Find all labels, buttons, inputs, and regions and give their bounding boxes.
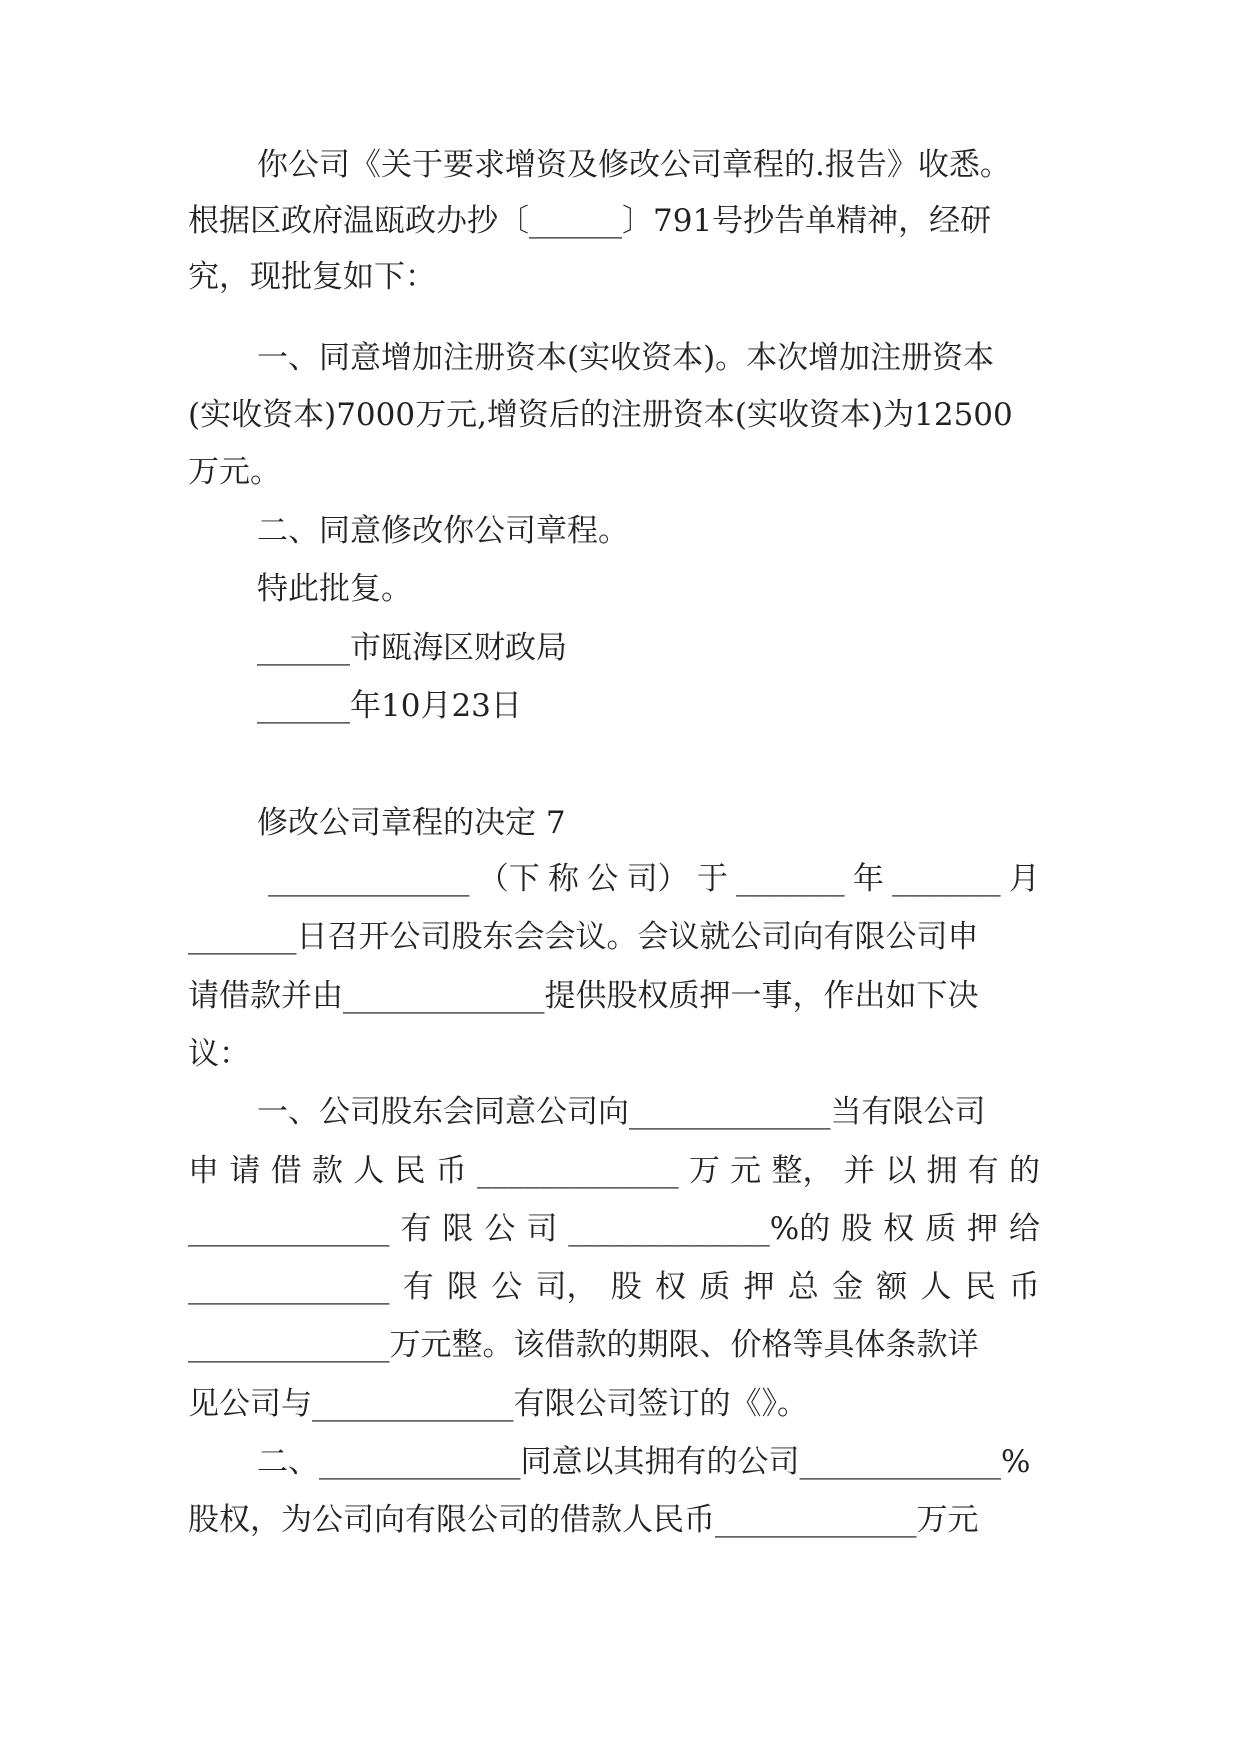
paragraph-2-line-1: 一、同意增加注册资本(实收资本)。本次增加注册资本 [257,340,995,376]
word: 股 [841,1211,873,1247]
paragraph-3: 二、同意修改你公司章程。 [257,513,629,549]
word: 整， [771,1153,834,1189]
word: 人 [920,1269,952,1305]
word: 民 [394,1153,426,1189]
word: _______ [892,861,1001,897]
section-2-line-1: 一、公司股东会同意公司向_____________当有限公司 [257,1094,986,1130]
word: 司， [535,1269,598,1305]
section-2-line-2 [188,1149,1040,1193]
word: 总 [787,1269,819,1305]
word: 公 [587,861,619,897]
word: 元 [730,1153,762,1189]
word: 称 [548,861,580,897]
word: 有 [400,1211,432,1247]
word: 于 [696,861,728,897]
word: 万 [688,1153,720,1189]
section-3-line-2: 股权，为公司向有限公司的借款人民币_____________万元 [188,1502,979,1538]
word: 有 [967,1153,999,1189]
word: 质 [925,1211,957,1247]
word: 押 [743,1269,775,1305]
word: 年 [852,861,884,897]
word: 司） [626,861,689,897]
signature-date: ______年10月23日 [257,688,522,724]
word: 额 [876,1269,908,1305]
section-2-line-3 [188,1207,1040,1251]
word: 的 [1008,1153,1040,1189]
paragraph-1-line-2: 根据区政府温瓯政办抄〔______〕791号抄告单精神，经研 [188,203,992,239]
paragraph-2-line-3: 万元。 [188,454,281,490]
word: 款 [311,1153,343,1189]
word: 有 [402,1269,434,1305]
section-3-line-1: 二、_____________同意以其拥有的公司_____________% [257,1444,1031,1480]
section-2-line-4 [188,1265,1040,1309]
word: 给 [1009,1211,1040,1247]
word: 以 [885,1153,917,1189]
word: （下 [477,861,540,897]
word: 并 [843,1153,875,1189]
word: 权 [655,1269,686,1305]
word: _____________%的 [568,1211,831,1247]
word: 月 [1008,861,1040,897]
paragraph-1-line-1: 你公司《关于要求增资及修改公司章程的.报告》收悉。 [257,147,1011,183]
word: 限 [447,1269,478,1305]
section-1-line-2: _______日召开公司股东会会议。会议就公司向有限公司申 [188,919,979,955]
word: 质 [699,1269,731,1305]
word: 限 [442,1211,474,1247]
word: _______ [736,861,845,897]
section-2-line-5: _____________万元整。该借款的期限、价格等具体条款详 [188,1327,979,1363]
section-title: 修改公司章程的决定 7 [257,805,566,841]
word: 请 [229,1153,261,1189]
word: _____________ [188,1211,390,1247]
word: 民 [964,1269,996,1305]
word: _____________ [268,861,470,897]
word: 借 [270,1153,302,1189]
paragraph-1-line-3: 究，现批复如下： [188,259,436,295]
word: 币 [1009,1269,1040,1305]
word: 金 [832,1269,863,1305]
section-2-line-6: 见公司与_____________有限公司签订的《》。 [188,1386,808,1422]
section-1-line-3: 请借款并由_____________提供股权质押一事，作出如下决 [188,978,979,1014]
word: 押 [967,1211,999,1247]
paragraph-2-line-2: (实收资本)7000万元,增资后的注册资本(实收资本)为12500 [188,397,1013,433]
word: _____________ [477,1153,679,1189]
word: 币 [435,1153,467,1189]
word: 司 [526,1211,558,1247]
word: 公 [491,1269,523,1305]
word: 股 [610,1269,642,1305]
signature-org: ______市瓯海区财政局 [257,630,567,666]
section-1-line-1 [268,857,1040,901]
section-1-line-4: 议： [188,1036,250,1072]
paragraph-4: 特此批复。 [257,571,412,607]
word: _____________ [188,1269,390,1305]
word: 申 [188,1153,219,1189]
word: 人 [353,1153,385,1189]
word: 公 [484,1211,516,1247]
word: 拥 [926,1153,958,1189]
word: 权 [883,1211,915,1247]
